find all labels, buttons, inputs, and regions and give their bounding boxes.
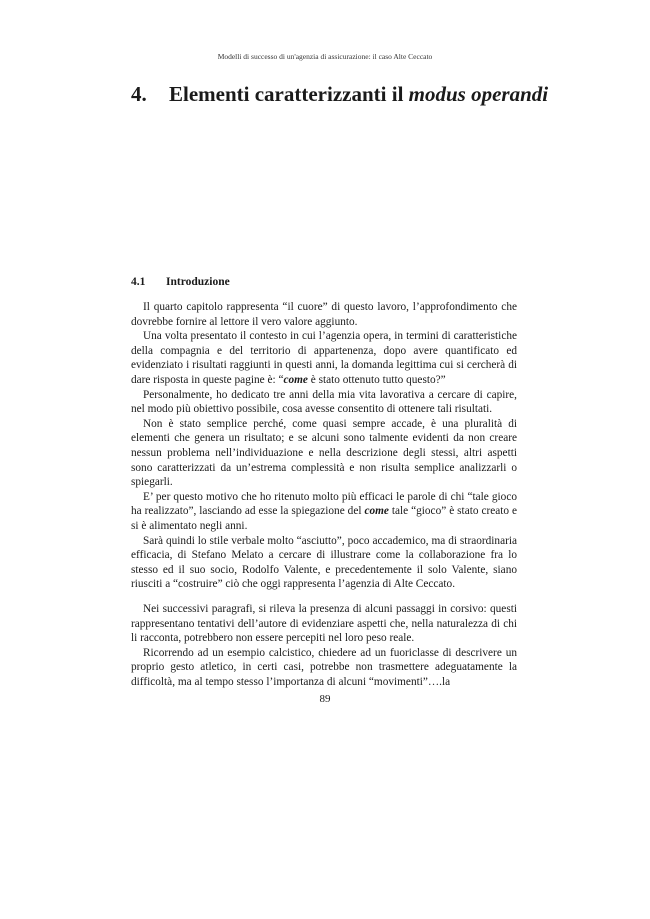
chapter-heading [131,82,548,107]
section-number: 4.1 [131,276,146,288]
paragraph: Personalmente, ho dedicato tre anni della mia vita lavorativa a cercare di capire, nel modo più obiettivo possibile, cosa avesse consentito di ottenere tali risultati. [131,388,517,416]
paragraph: Una volta presentato il contesto in cui l’agenzia opera, in termini di caratteristiche della compagnia e del territorio di appartenenza, dopo avere quantificato ed evidenziato i risultati raggiunti in questi anni, la domanda legittima cui si cercherà di dare risposta in queste pagine è: “come è stato ottenuto tutto questo?” [131,330,517,386]
emphasis: come [283,373,308,386]
paragraph: Ricorrendo ad un esempio calcistico, chiedere ad un fuoriclasse di descrivere un proprio gesto atletico, in certi casi, potrebbe non trasmettere adeguatamente la difficoltà, ma al tempo stesso l’importanza di alcuni “movimenti”….la [131,646,517,688]
paragraph: E’ per questo motivo che ho ritenuto molto più efficaci le parole di chi “tale gioco ha realizzato”, lasciando ad esse la spiegazione del come tale “gioco” è stato creato e si è alimentato negli anni. [131,490,517,532]
chapter-title-italic: modus operandi [408,82,549,106]
section-heading [131,276,230,288]
section-title: Introduzione [166,276,230,288]
paragraph: Sarà quindi lo stile verbale molto “asciutto”, poco accademico, ma di straordinaria efficacia, di Stefano Melato a cercare di illustrare come la collaborazione fra lo stesso ed il suo socio, Rodolfo Valente, e precedentemente il solo Valente, siano riusciti a “costruire” ciò che oggi rappresenta l’agenzia di Alte Ceccato. [131,534,517,591]
page-number: 89 [319,693,331,705]
body-block-1 [131,300,517,592]
chapter-title: Elementi caratterizzanti il [169,82,409,106]
emphasis: come [364,505,389,518]
paragraph: Nei successivi paragrafi, si rileva la presenza di alcuni passaggi in corsivo: questi rappresentano tentativi dell’autore di evidenziare aspetti che, nella naturalezza di chi li racconta, potrebbero non essere percepiti nel loro peso reale. [131,603,517,645]
paragraph: Non è stato semplice perché, come quasi sempre accade, è una pluralità di elementi che genera un risultato; e se alcuni sono talmente evidenti da non creare nessun problema nell’individuazione e nella descrizione degli stessi, altri aspetti sono caratterizzati da un’estrema complessità e non risulta semplice analizzarli o spiegarli. [131,417,517,489]
running-header: Modelli di successo di un'agenzia di assicurazione: il caso Alte Ceccato [217,52,433,61]
chapter-number: 4. [131,82,147,106]
body-block-2 [131,602,517,690]
paragraph: Il quarto capitolo rappresenta “il cuore” di questo lavoro, l’approfondimento che dovrebbe fornire al lettore il vero valore aggiunto. [131,301,517,328]
